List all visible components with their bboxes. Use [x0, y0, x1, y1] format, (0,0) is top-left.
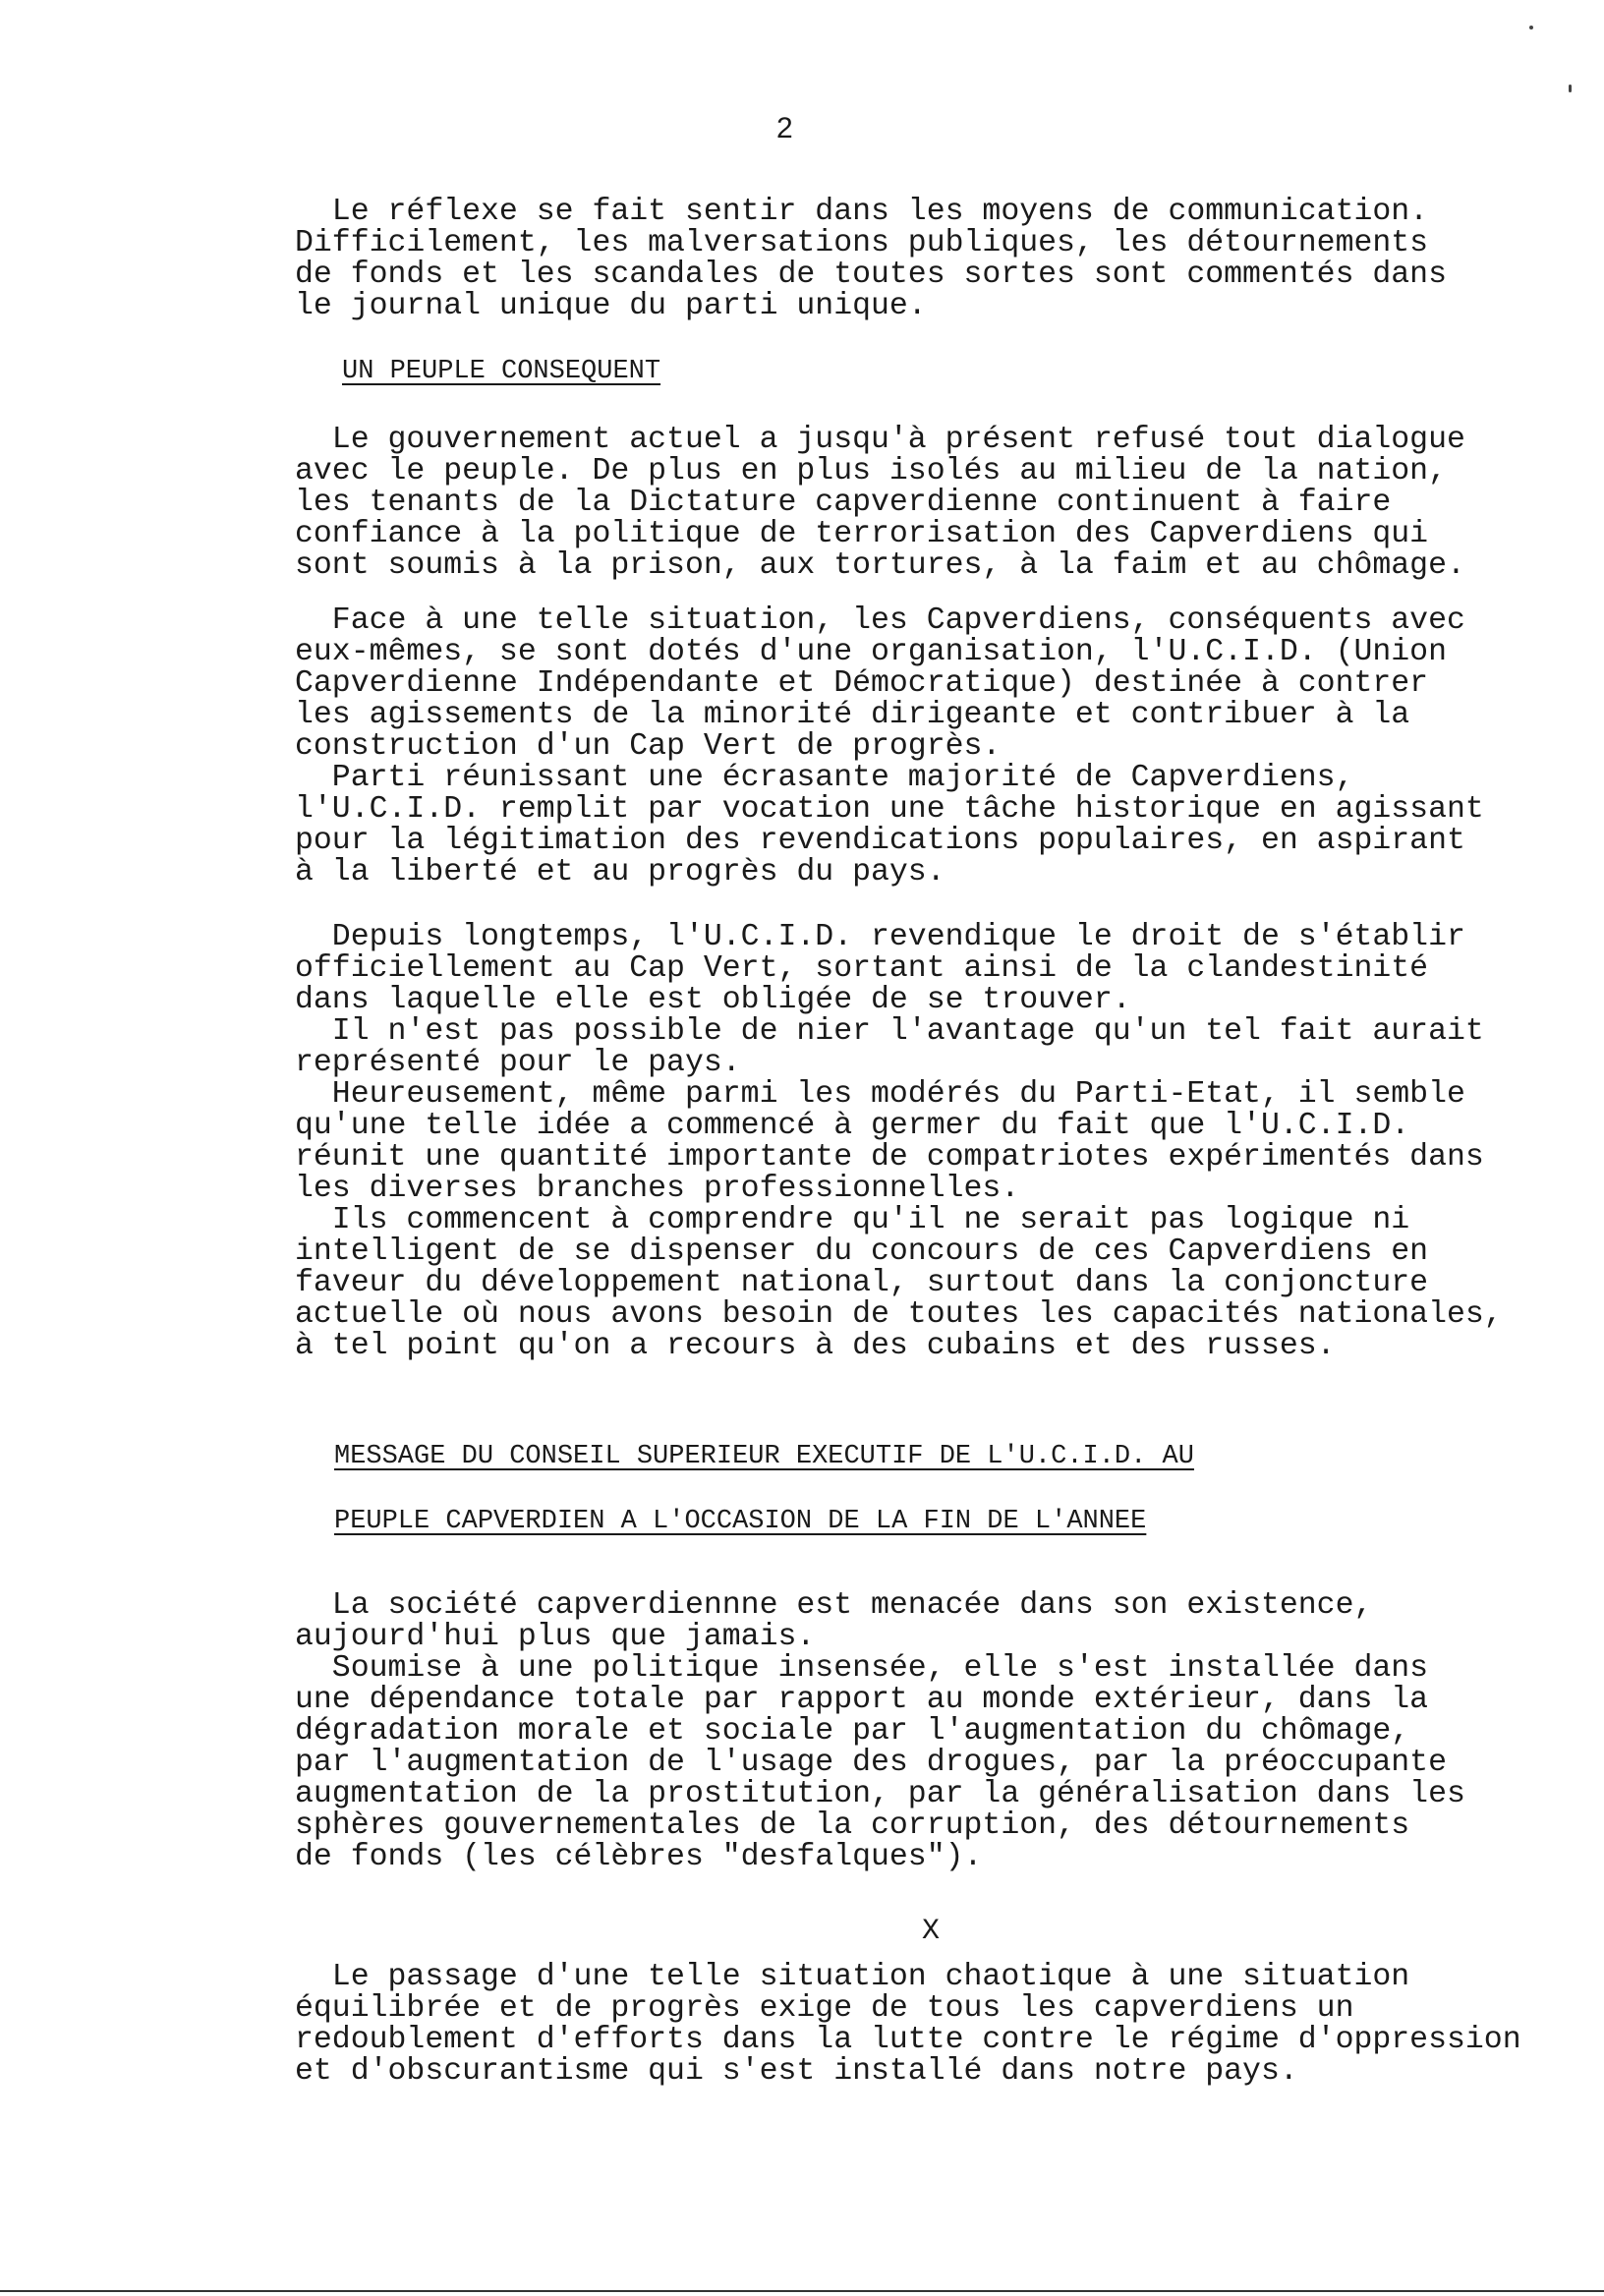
paragraph-societe-menacee: La société capverdiennne est menacée dans son existence, aujourd'hui plus que jamais. Soumise à une politique insensée, elle s'est installée dans une dépendance totale par rapport au monde extérieur, dans la dégradation morale et sociale par l'augmentation du chômage, par l'augmentation de l'usage des drogues, par la préoccupante augmentation de la prostitution, par la généralisation dans les sphères gouvernementales de la corruption, des détournements de fonds (les célèbres "desfalques"). — [295, 1588, 1465, 1874]
section-separator-mark: X — [922, 1915, 941, 1948]
scan-bottom-edge — [0, 2290, 1604, 2292]
scan-speck — [1529, 26, 1533, 29]
paragraph-gouvernement: Le gouvernement actuel a jusqu'à présent refusé tout dialogue avec le peuple. De plus en plus isolés au milieu de la nation, les tenants de la Dictature capverdienne continuent à faire confiance à la politique de terrorisation des Capverdiens qui sont soumis à la prison, aux tortures, à la faim et au chômage. — [295, 423, 1465, 583]
paragraph-ucid-revendique: Depuis longtemps, l'U.C.I.D. revendique le droit de s'établir officiellement au Cap Vert, sortant ainsi de la clandestinité dans laquelle elle est obligée de se trouver. Il n'est pas possible de nier l'avantage qu'un tel fait aurait représenté pour le pays. Heureusement, même parmi les modérés du Parti-Etat, il semble qu'une telle idée a commencé à germer du fait que l'U.C.I.D. réunit une quantité importante de compatriotes expérimentés dans les diverses branches professionnelles. Ils commencent à comprendre qu'il ne serait pas logique ni intelligent de se dispenser du concours de ces Capverdiens en faveur du développement national, surtout dans la conjoncture actuelle où nous avons besoin de toutes les capacités nationales, à tel point qu'on a recours à des cubains et des russes. — [295, 920, 1503, 1363]
paragraph-ucid-organisation: Face à une telle situation, les Capverdiens, conséquents avec eux-mêmes, se sont dotés d'une organisation, l'U.C.I.D. (Union Capverdienne Indépendante et Démocratique) destinée à contrer les agissements de la minorité dirigeante et contribuer à la construction d'un Cap Vert de progrès. Parti réunissant une écrasante majorité de Capverdiens, l'U.C.I.D. remplit par vocation une tâche historique en agissant pour la légitimation des revendications populaires, en aspirant à la liberté et au progrès du pays. — [295, 603, 1484, 890]
heading-message-line-2: PEUPLE CAPVERDIEN A L'OCCASION DE LA FIN DE L'ANNEE — [334, 1507, 1147, 1536]
scan-speck — [1569, 85, 1572, 92]
heading-peuple-consequent: UN PEUPLE CONSEQUENT — [342, 357, 661, 386]
paragraph-passage-situation: Le passage d'une telle situation chaotique à une situation équilibrée et de progrès exige de tous les capverdiens un redoublement d'efforts dans la lutte contre le régime d'oppression et d'obscurantisme qui s'est installé dans notre pays. — [295, 1960, 1521, 2089]
paragraph-communication: Le réflexe se fait sentir dans les moyens de communication. Difficilement, les malversations publiques, les détournements de fonds et les scandales de toutes sortes sont commentés dans le journal unique du parti unique. — [295, 195, 1447, 323]
heading-message-line-1: MESSAGE DU CONSEIL SUPERIEUR EXECUTIF DE L'U.C.I.D. AU — [334, 1442, 1194, 1471]
page-number: 2 — [776, 112, 793, 144]
